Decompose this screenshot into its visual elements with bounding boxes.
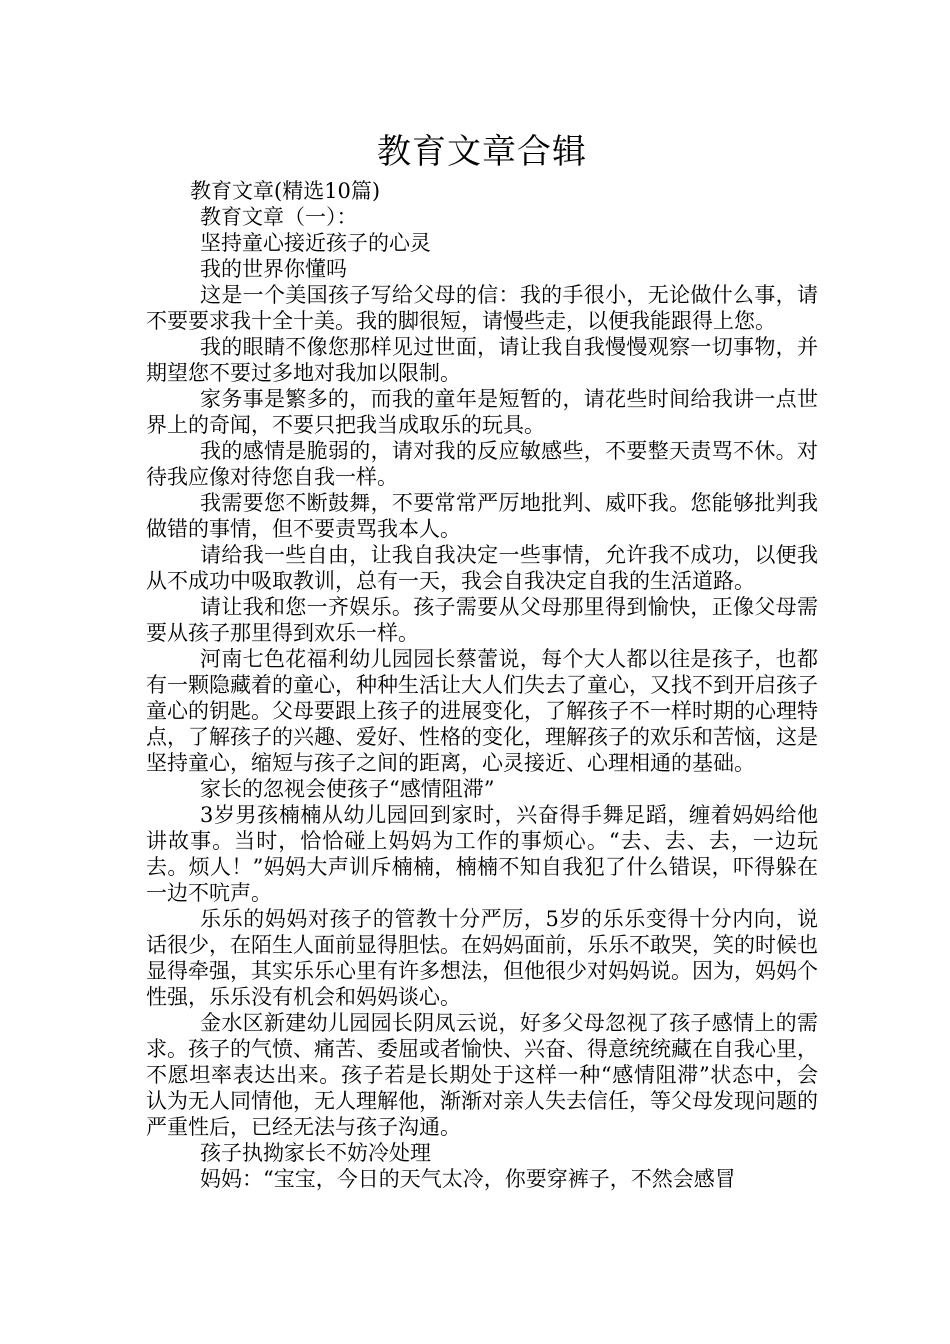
paragraph: 请给我一些自由，让我自我决定一些事情，允许我不成功，以便我从不成功中吸取教训，总有一天，我会自我决定自我的生活道路。 [146,543,818,593]
paragraph: 这是一个美国孩子写给父母的信：我的手很小，无论做什么事，请不要要求我十全十美。我的脚很短，请慢些走，以便我能跟得上您。 [146,283,818,333]
paragraph: 金水区新建幼儿园园长阴凤云说，好多父母忽视了孩子感情上的需求。孩子的气愤、痛苦、委屈或者愉快、兴奋、得意统统藏在自我心里，不愿坦率表达出来。孩子若是长期处于这样一种“感情阻滞”状态中，会认为无人同情他，无人理解他，渐渐对亲人失去信任，等父母发现问题的严重性后，已经无法与孩子沟通。 [146,1011,818,1139]
paragraph: 河南七色花福利幼儿园园长蔡蕾说，每个大人都以往是孩子，也都有一颗隐藏着的童心，种种生活让大人们失去了童心，又找不到开启孩子童心的钥匙。父母要跟上孩子的进展变化，了解孩子不一样时期的心理特点，了解孩子的兴趣、爱好、性格的变化，理解孩子的欢乐和苦恼，这是坚持童心，缩短与孩子之间的距离，心灵接近、心理相通的基础。 [146,647,818,775]
paragraph: 我的感情是脆弱的，请对我的反应敏感些，不要整天责骂不休。对待我应像对待您自我一样。 [146,439,818,489]
article-title: 坚持童心接近孩子的心灵 [200,231,431,255]
subheading-3: 孩子执拗家长不妨冷处理 [200,1141,431,1165]
document-title: 教育文章合辑 [377,132,587,172]
paragraph: 我的眼睛不像您那样见过世面，请让我自我慢慢观察一切事物，并期望您不要过多地对我加以限制。 [146,335,818,385]
paragraph: 乐乐的妈妈对孩子的管教十分严厉，5岁的乐乐变得十分内向，说话很少，在陌生人面前显得胆怯。在妈妈面前，乐乐不敢哭，笑的时候也显得牵强，其实乐乐心里有许多想法，但他很少对妈妈说。因为，妈妈个性强，乐乐没有机会和妈妈谈心。 [146,907,818,1009]
paragraph: 请让我和您一齐娱乐。孩子需要从父母那里得到愉快，正像父母需要从孩子那里得到欢乐一样。 [146,595,818,645]
paragraph: 我需要您不断鼓舞，不要常常严厉地批判、威吓我。您能够批判我做错的事情，但不要责骂我本人。 [146,491,818,541]
document-page [146,128,818,1192]
paragraph: 妈妈：“宝宝，今日的天气太冷，你要穿裤子，不然会感冒 [200,1167,736,1191]
paragraph: 家务事是繁多的，而我的童年是短暂的，请花些时间给我讲一点世界上的奇闻，不要只把我当成取乐的玩具。 [146,387,818,437]
document-subtitle: 教育文章(精选10篇) [190,179,381,203]
paragraph: 3岁男孩楠楠从幼儿园回到家时，兴奋得手舞足蹈，缠着妈妈给他讲故事。当时，恰恰碰上妈妈为工作的事烦心。“去、去、去，一边玩去。烦人！”妈妈大声训斥楠楠，楠楠不知自我犯了什么错误，吓得躲在一边不吭声。 [146,803,818,905]
subheading-1: 我的世界你懂吗 [200,257,347,281]
section-heading: 教育文章（一）： [200,205,358,229]
subheading-2: 家长的忽视会使孩子“感情阻滞” [200,777,495,801]
